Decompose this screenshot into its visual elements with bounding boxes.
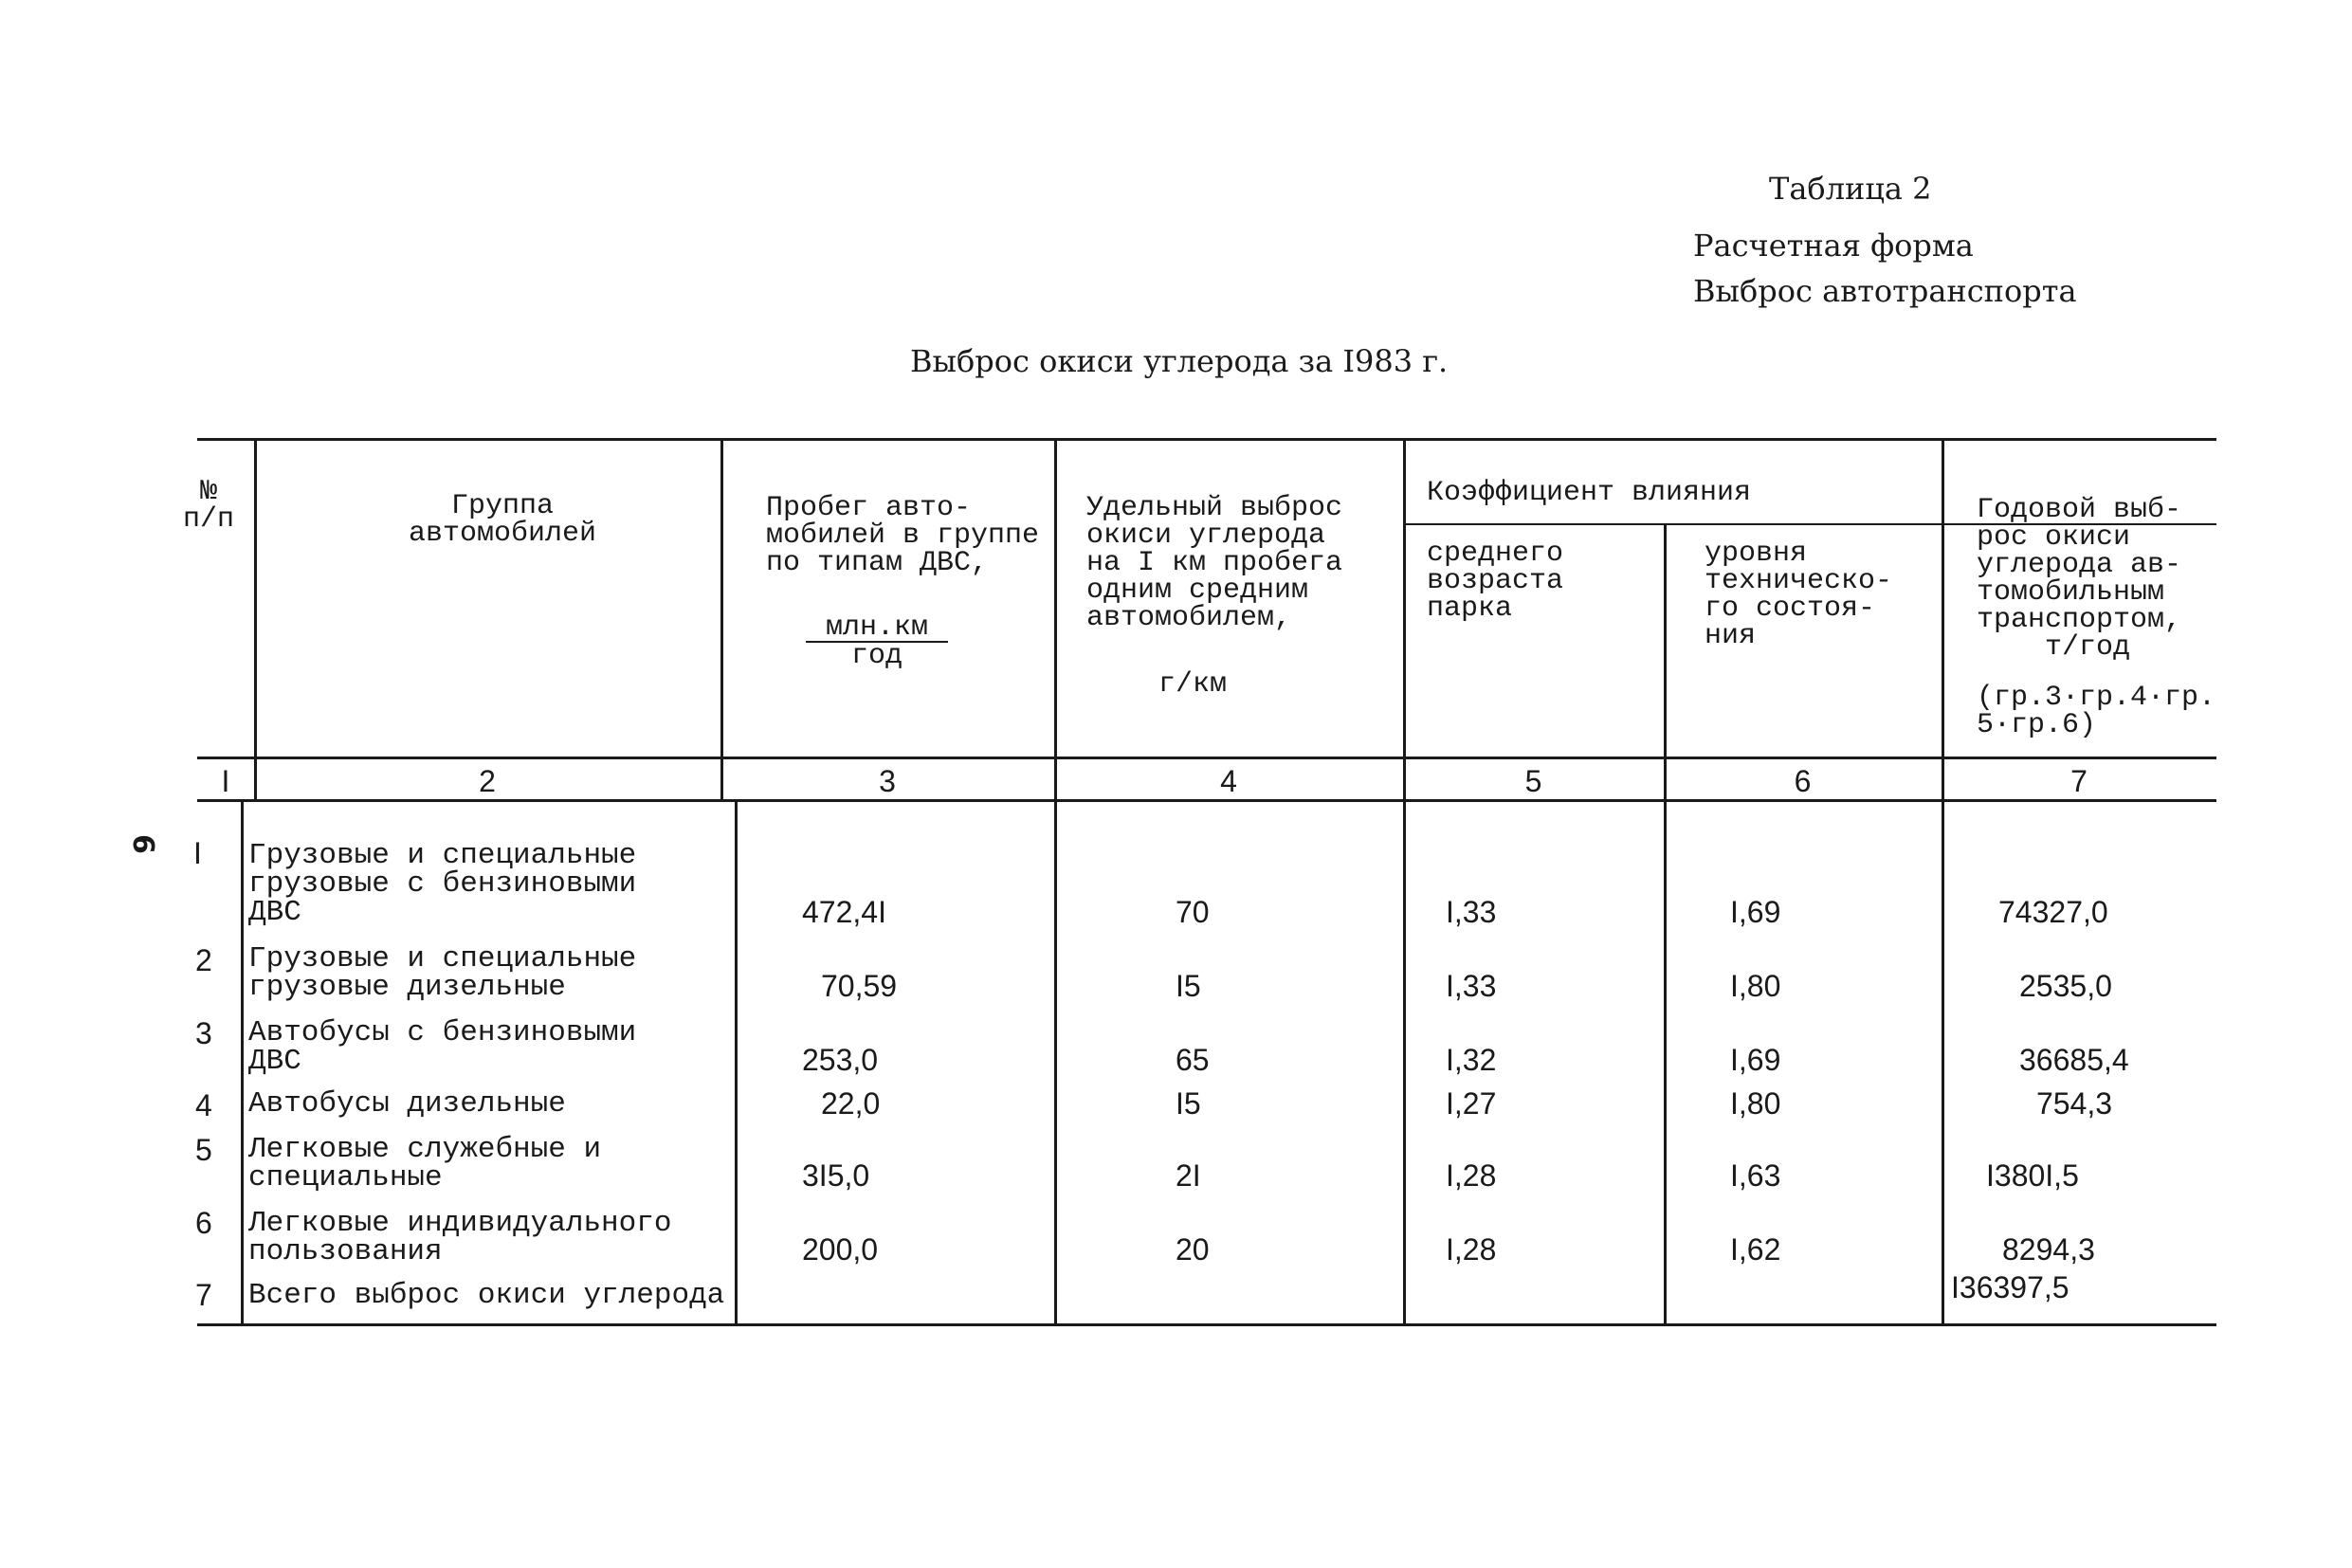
row-annual: I36397,5	[1951, 1270, 2069, 1304]
vrule-5	[1664, 523, 1667, 1323]
row-group: Грузовые и специальные грузовые с бензиновыми ДВС	[248, 839, 637, 929]
row-number: I	[193, 836, 202, 870]
header-bottom-rule	[197, 757, 2216, 759]
row-coef-age: I,28	[1446, 1158, 1497, 1193]
colnum-6: 6	[1794, 764, 1812, 798]
row-annual: 74327,0	[1998, 895, 2108, 929]
row-number: 3	[195, 1016, 212, 1050]
row-group: Автобусы с бензиновыми ДВС	[248, 1016, 637, 1078]
col-header-num: № п/п	[182, 476, 234, 536]
row-group: Грузовые и специальные грузовые дизельные	[248, 942, 637, 1004]
row-coef-tech: I,80	[1730, 1086, 1781, 1121]
col-header-coefficient: Коэффициент влияния	[1427, 477, 1752, 509]
row-coef-age: I,33	[1446, 895, 1497, 929]
annual-formula: (гр.3·гр.4·гр. 5·гр.6)	[1977, 682, 2216, 741]
colnum-4: 4	[1220, 764, 1237, 798]
row-coef-age: I,28	[1446, 1232, 1497, 1267]
row-mileage: 70,59	[821, 969, 898, 1003]
row-annual: 754,3	[2036, 1086, 2113, 1121]
row-coef-age: I,27	[1446, 1086, 1497, 1121]
row-mileage: 22,0	[821, 1086, 881, 1121]
vrule-body-2	[735, 799, 738, 1323]
vrule-4	[1403, 438, 1406, 1323]
col-header-group: Группа автомобилей	[408, 490, 597, 550]
colnum-bottom-rule	[197, 799, 2216, 802]
row-number: 4	[195, 1088, 212, 1122]
row-specific: I5	[1176, 1086, 1201, 1121]
row-number: 2	[195, 943, 212, 977]
colnum-3: 3	[879, 764, 896, 798]
row-specific: 65	[1176, 1043, 1210, 1077]
col-header-coef-age: среднего возраста парка	[1427, 538, 1564, 625]
form-subject: Выброс автотранспорта	[1693, 273, 2077, 309]
vrule-body-1	[241, 799, 244, 1323]
row-coef-age: I,32	[1446, 1043, 1497, 1077]
row-specific: 70	[1176, 895, 1210, 929]
mileage-unit-denominator: год	[850, 640, 903, 672]
row-specific: 2I	[1176, 1158, 1201, 1193]
col-header-specific: Удельный выброс окиси углерода на I км пробега одним средним автомобилем,	[1086, 492, 1343, 634]
row-coef-age: I,33	[1446, 969, 1497, 1003]
table-top-rule	[197, 438, 2216, 441]
row-coef-tech: I,69	[1730, 895, 1781, 929]
row-annual: I380I,5	[1986, 1158, 2079, 1193]
col-header-coef-tech: уровня техническо- го состоя- ния	[1705, 538, 1893, 652]
vrule-2	[720, 438, 723, 800]
row-coef-tech: I,69	[1730, 1043, 1781, 1077]
row-mileage: 200,0	[802, 1232, 879, 1267]
row-annual: 8294,3	[2002, 1232, 2095, 1267]
row-number: 6	[195, 1206, 212, 1240]
row-mileage: 472,4I	[802, 895, 886, 929]
vrule-3	[1054, 438, 1057, 1323]
colnum-5: 5	[1524, 764, 1542, 798]
row-coef-tech: I,80	[1730, 969, 1781, 1003]
mileage-unit-numerator: млн.км	[806, 614, 948, 643]
row-coef-tech: I,63	[1730, 1158, 1781, 1193]
vrule-1	[254, 438, 257, 800]
vrule-6	[1942, 438, 1944, 1323]
row-number: 7	[195, 1278, 212, 1312]
form-name: Расчетная форма	[1693, 228, 1974, 264]
table-bottom-rule	[197, 1323, 2216, 1326]
table-number: Таблица 2	[1769, 171, 1932, 207]
row-specific: I5	[1176, 969, 1201, 1003]
row-number: 5	[195, 1133, 212, 1167]
row-group: Легковые индивидуального пользования	[248, 1207, 672, 1268]
table-caption: Выброс окиси углерода за I983 г.	[910, 343, 1449, 379]
row-specific: 20	[1176, 1232, 1210, 1267]
row-group: Легковые служебные и специальные	[248, 1133, 602, 1194]
row-coef-tech: I,62	[1730, 1232, 1781, 1267]
row-mileage: 3I5,0	[802, 1158, 870, 1193]
col-header-annual: Годовой выб- рос окиси углерода ав- томобильным транспортом, т/год	[1977, 494, 2182, 664]
col-header-mileage: Пробег авто- мобилей в группе по типам ДВС,	[766, 492, 1040, 579]
colnum-7: 7	[2070, 764, 2088, 798]
specific-unit: г/км	[1158, 668, 1228, 701]
row-annual: 2535,0	[2019, 969, 2112, 1003]
page-number: 6	[126, 834, 159, 854]
colnum-1: I	[221, 764, 230, 798]
row-annual: 36685,4	[2019, 1043, 2129, 1077]
row-group: Автобусы дизельные	[248, 1087, 566, 1121]
colnum-2: 2	[479, 764, 496, 798]
row-mileage: 253,0	[802, 1043, 879, 1077]
row-group: Всего выброс окиси углерода	[248, 1279, 725, 1312]
